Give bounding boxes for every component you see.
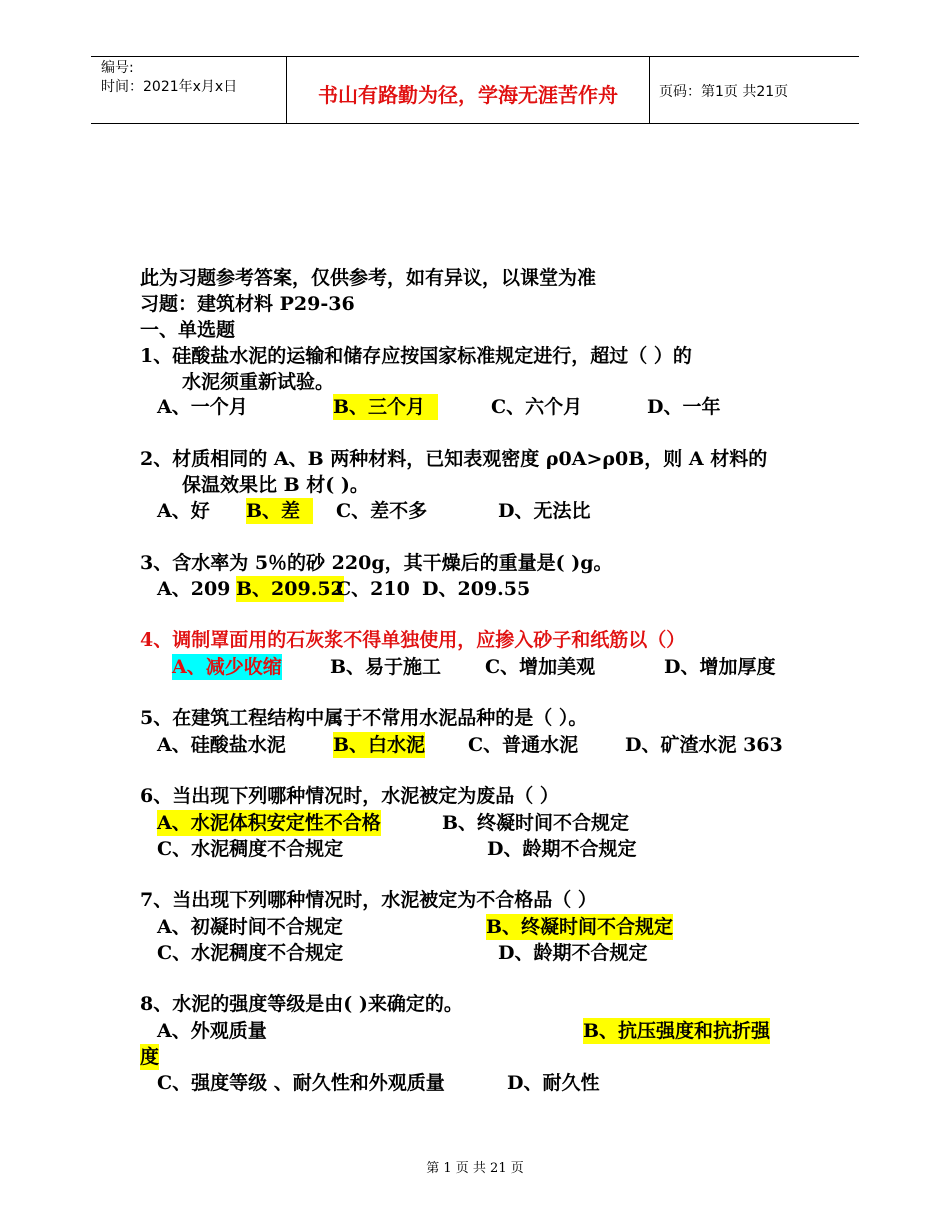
q4-option-a-answer: A、减少收缩 [172,656,282,678]
q8-option-d: D、耐久性 [507,1072,600,1094]
q2-option-b-answer: B、差 [246,500,314,522]
q6-option-c: C、水泥稠度不合规定 [157,838,344,860]
q8-option-b-answer-wrap: 度 [140,1046,160,1068]
q6-option-a-answer: A、水泥体积安定性不合格 [157,812,381,834]
header-motto: 书山有路勤为径，学海无涯苦作舟 [318,83,618,107]
q1-option-c: C、六个月 [491,396,583,418]
q3-option-b-answer: B、209.52 [236,578,344,600]
q2-option-a: A、好 [157,500,210,522]
q3-option-c: C、210 [336,578,410,600]
q7-option-b-answer: B、终凝时间不合规定 [486,916,674,938]
header-divider [649,57,650,123]
exercise-title: 习题：建筑材料 P29-36 [140,293,355,315]
q8-option-c: C、强度等级 、耐久性和外观质量 [157,1072,445,1094]
question-4-stem: 4、调制罩面用的石灰浆不得单独使用，应掺入砂子和纸筋以（） [140,629,686,651]
q6-option-b: B、终凝时间不合规定 [442,812,630,834]
q7-option-d: D、龄期不合规定 [498,942,648,964]
question-1-stem: 1、硅酸盐水泥的运输和储存应按国家标准规定进行，超过（ ）的 [140,345,692,367]
q3-option-a: A、209 [157,578,231,600]
question-2-stem-cont: 保温效果比 B 材( )。 [182,474,369,496]
header-meta [101,59,286,97]
q8-option-a: A、外观质量 [157,1020,267,1042]
q1-option-b-answer: B、三个月 [333,396,439,418]
q5-option-a: A、硅酸盐水泥 [157,734,286,756]
q3-option-d: D、209.55 [422,578,531,600]
section-title: 一、单选题 [140,319,236,341]
q2-option-d: D、无法比 [498,500,591,522]
question-5-stem: 5、在建筑工程结构中属于不常用水泥品种的是（ ）。 [140,707,588,729]
page-footer: 第 1 页 共 21 页 [426,1161,524,1176]
question-1-stem-cont: 水泥须重新试验。 [182,371,335,393]
question-3-stem: 3、含水率为 5％的砂 220g，其干燥后的重量是( )g。 [140,552,613,574]
page-header [91,56,859,124]
intro-note: 此为习题参考答案，仅供参考，如有异议，以课堂为准 [140,267,597,289]
q4-option-c: C、增加美观 [485,656,596,678]
q6-option-d: D、龄期不合规定 [487,838,637,860]
header-page-info: 页码：第1页 共21页 [659,84,789,100]
q4-option-d: D、增加厚度 [664,656,776,678]
question-6-stem: 6、当出现下列哪种情况时，水泥被定为废品（ ） [140,785,559,807]
question-8-stem: 8、水泥的强度等级是由( )来确定的。 [140,993,463,1015]
q4-option-b: B、易于施工 [330,656,442,678]
q8-option-b-answer: B、抗压强度和抗折强 [583,1020,771,1042]
time-label: 时间：2021年x月x日 [101,79,238,95]
q5-option-c: C、普通水泥 [468,734,579,756]
q5-option-b-answer: B、白水泥 [333,734,426,756]
question-7-stem: 7、当出现下列哪种情况时，水泥被定为不合格品（ ） [140,889,597,911]
q5-option-d: D、矿渣水泥 363 [625,734,783,756]
number-label: 编号: [101,60,134,76]
q1-option-d: D、一年 [647,396,721,418]
q2-option-c: C、差不多 [336,500,428,522]
question-2-stem: 2、材质相同的 A、B 两种材料，已知表观密度 ρ0A>ρ0B，则 A 材料的 [140,448,768,470]
q1-option-a: A、一个月 [157,396,248,418]
q7-option-c: C、水泥稠度不合规定 [157,942,344,964]
q7-option-a: A、初凝时间不合规定 [157,916,343,938]
